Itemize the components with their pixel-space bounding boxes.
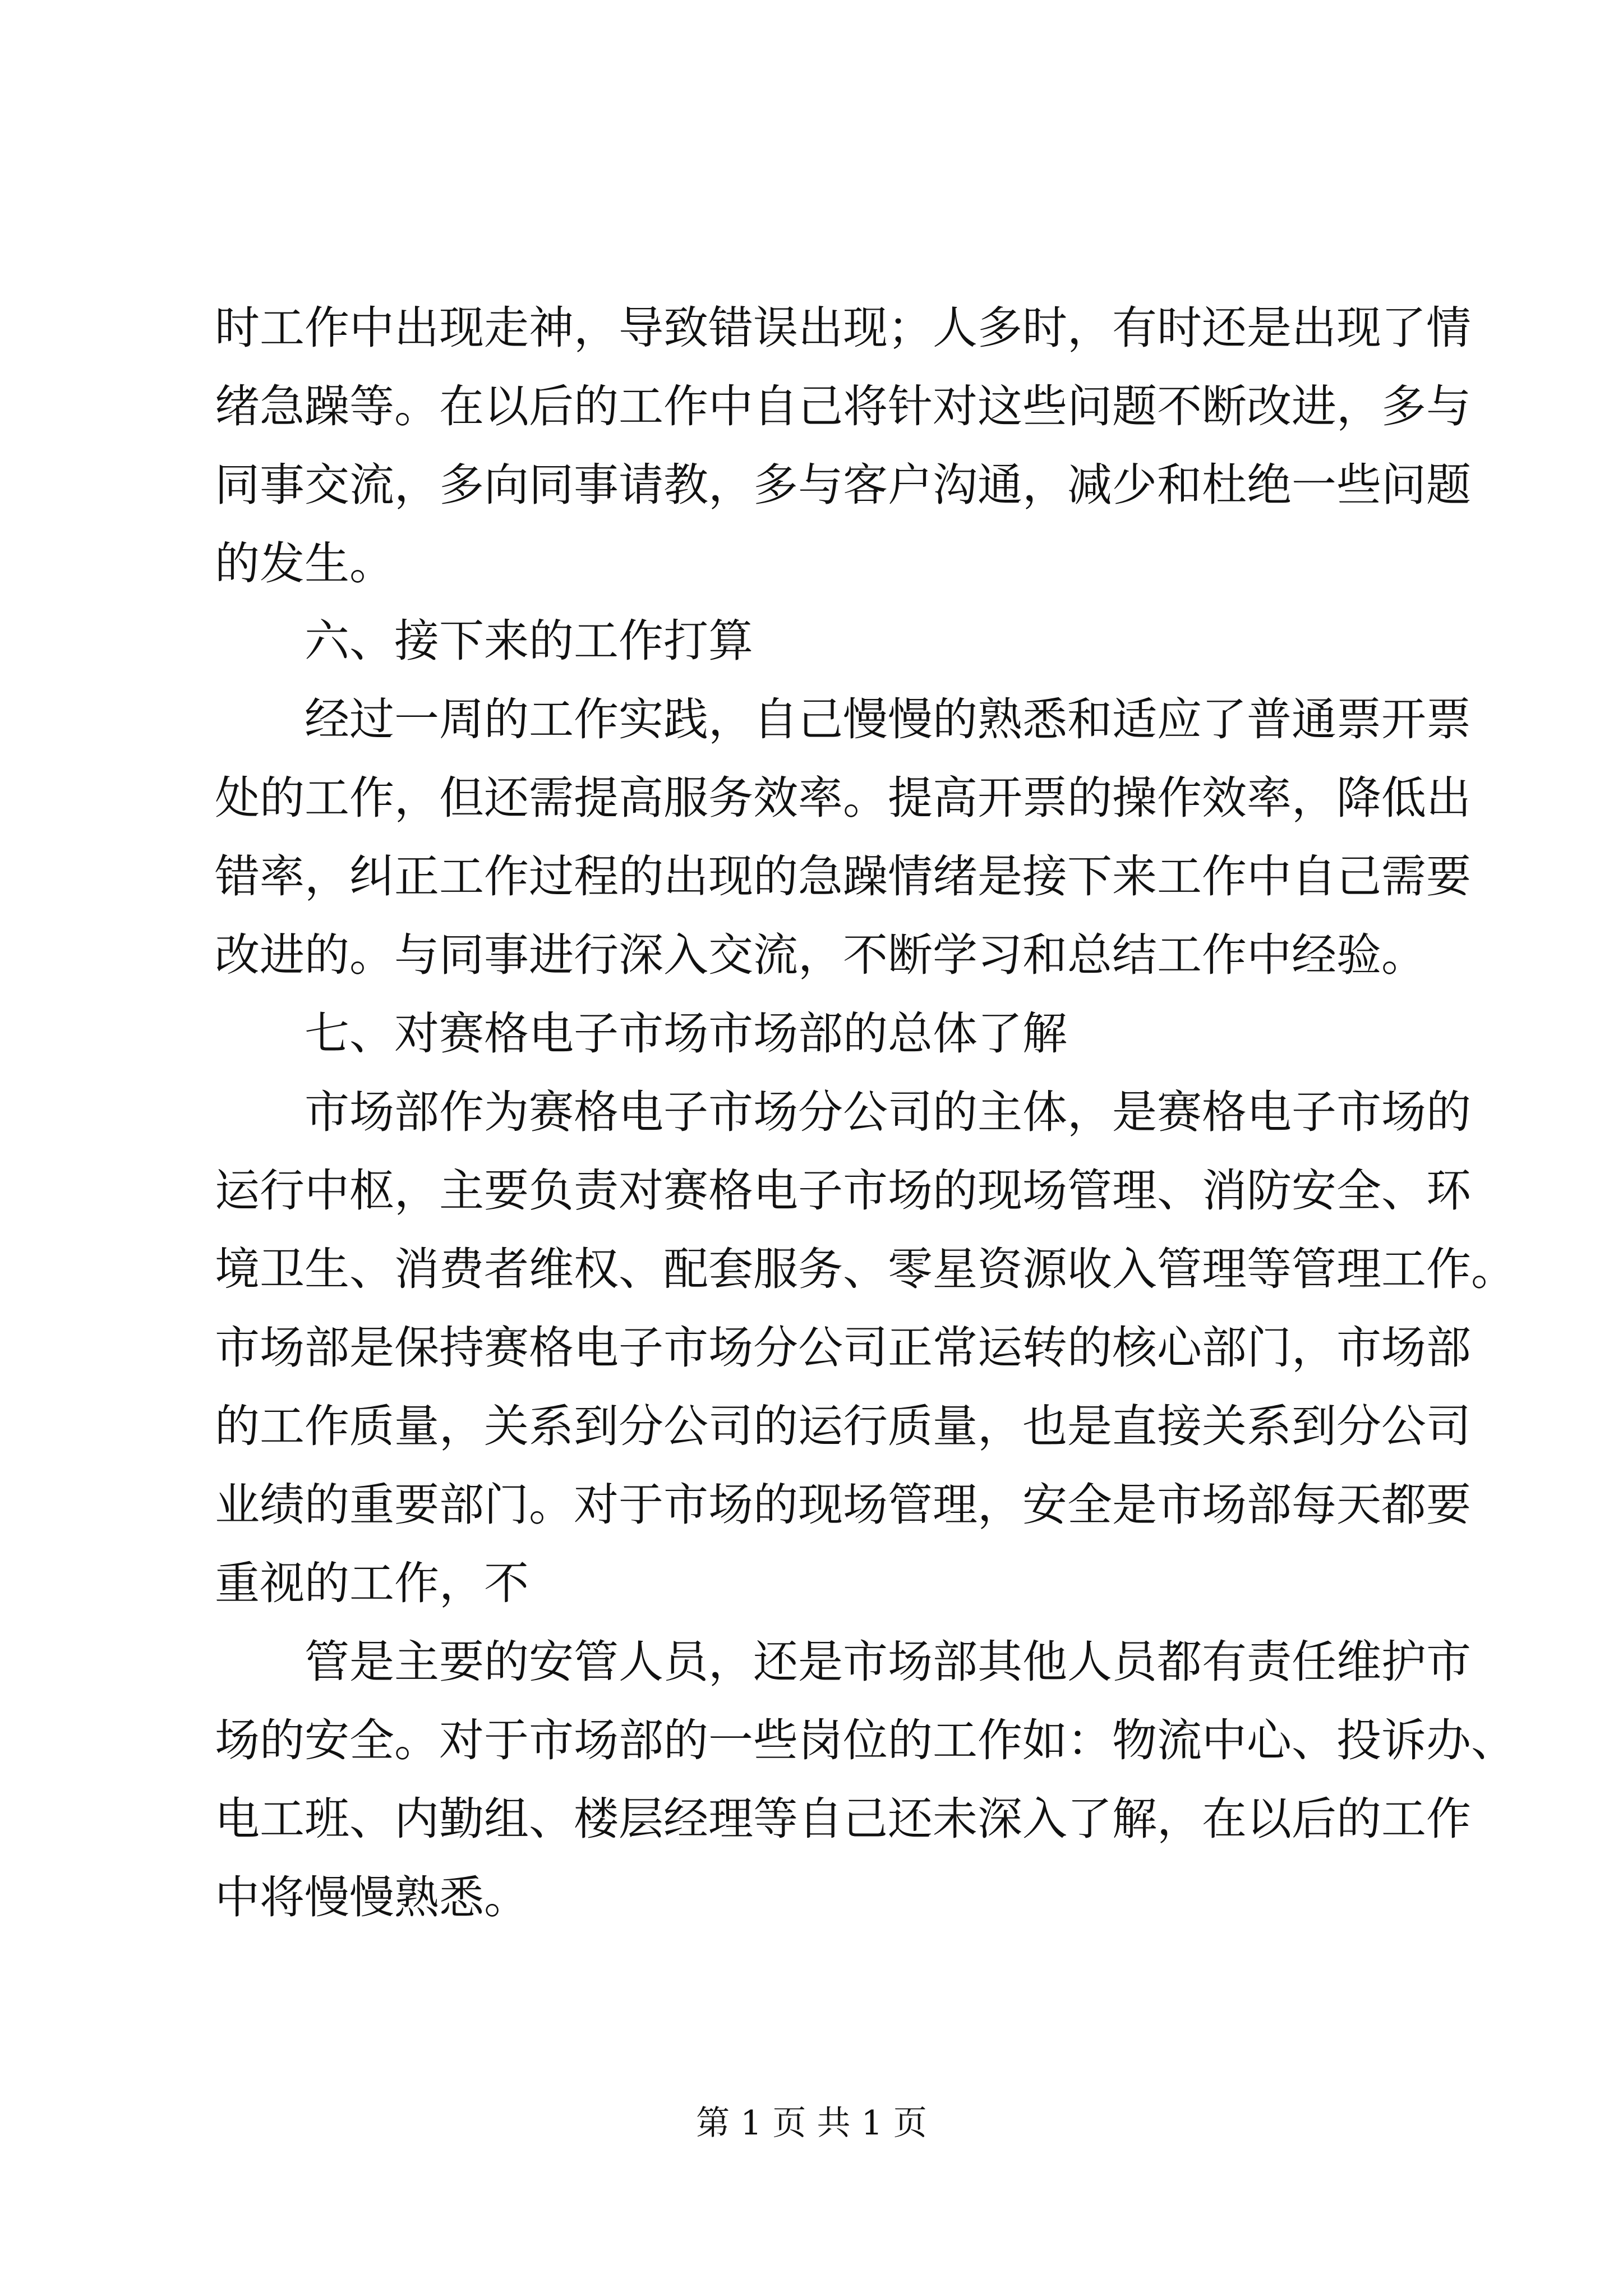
page-number: 第 1 页 共 1 页 — [696, 2104, 927, 2143]
paragraph-line: 改进的。与同事进行深入交流，不断学习和总结工作中经验。 — [215, 929, 1426, 981]
paragraph-line: 时工作中出现走神，导致错误出现；人多时，有时还是出现了情 — [215, 302, 1471, 354]
section-heading: 七、对赛格电子市场市场部的总体了解 — [305, 1007, 1067, 1060]
paragraph-line: 境卫生、消费者维权、配套服务、零星资源收入管理等管理工作。 — [215, 1243, 1516, 1295]
paragraph-line: 处的工作，但还需提高服务效率。提高开票的操作效率，降低出 — [215, 772, 1471, 824]
paragraph-line: 业绩的重要部门。对于市场的现场管理，安全是市场部每天都要 — [215, 1479, 1471, 1531]
paragraph-line: 的发生。 — [215, 537, 394, 590]
paragraph-line: 管是主要的安管人员，还是市场部其他人员都有责任维护市 — [305, 1636, 1471, 1688]
paragraph-line: 错率，纠正工作过程的出现的急躁情绪是接下来工作中自己需要 — [215, 850, 1471, 903]
paragraph-line: 同事交流，多向同事请教，多与客户沟通，减少和杜绝一些问题 — [215, 459, 1471, 511]
paragraph-line: 经过一周的工作实践，自己慢慢的熟悉和适应了普通票开票 — [305, 693, 1471, 746]
paragraph-line: 市场部是保持赛格电子市场分公司正常运转的核心部门，市场部 — [215, 1322, 1471, 1374]
paragraph-line: 中将慢慢熟悉。 — [215, 1871, 529, 1924]
paragraph-line: 市场部作为赛格电子市场分公司的主体，是赛格电子市场的 — [305, 1086, 1471, 1138]
paragraph-line: 场的安全。对于市场部的一些岗位的工作如：物流中心、投诉办、 — [215, 1714, 1516, 1766]
section-heading: 六、接下来的工作打算 — [305, 615, 753, 667]
paragraph-line: 运行中枢，主要负责对赛格电子市场的现场管理、消防安全、环 — [215, 1165, 1471, 1217]
paragraph-line: 重视的工作，不 — [215, 1557, 529, 1609]
paragraph-line: 绪急躁等。在以后的工作中自己将针对这些问题不断改进，多与 — [215, 380, 1471, 432]
paragraph-line: 的工作质量，关系到分公司的运行质量，也是直接关系到分公司 — [215, 1400, 1471, 1452]
paragraph-line: 电工班、内勤组、楼层经理等自己还未深入了解，在以后的工作 — [215, 1793, 1471, 1845]
